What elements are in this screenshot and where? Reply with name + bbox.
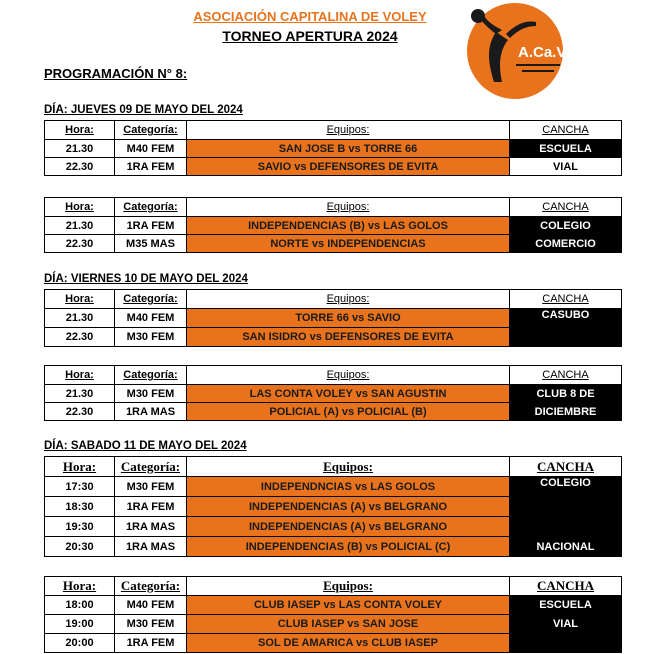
- header-equipos: Equipos:: [187, 290, 510, 309]
- header-cancha: CANCHA: [510, 290, 622, 309]
- hora-cell: 22.30: [45, 235, 115, 253]
- categoria-cell: M40 FEM: [115, 140, 187, 158]
- cancha-cell: CASUBO: [510, 309, 622, 347]
- table-row: [45, 537, 622, 557]
- header-hora: Hora:: [45, 577, 115, 596]
- cancha-cell: DICIEMBRE: [510, 403, 622, 421]
- teams-cell: NORTE vs INDEPENDENCIAS: [187, 235, 510, 253]
- hora-cell: 21.30: [45, 385, 115, 403]
- table-row: [45, 477, 622, 497]
- teams-cell: INDEPENDENCIAS (B) vs POLICIAL (C): [187, 537, 510, 557]
- table-row: [45, 634, 622, 653]
- hora-cell: 21.30: [45, 309, 115, 328]
- categoria-cell: 1RA FEM: [115, 634, 187, 653]
- schedule-table: [44, 289, 622, 347]
- programacion-heading: PROGRAMACIÓN N° 8:: [44, 66, 188, 81]
- categoria-cell: 1RA FEM: [115, 497, 187, 517]
- teams-cell: TORRE 66 vs SAVIO: [187, 309, 510, 328]
- teams-cell: LAS CONTA VOLEY vs SAN AGUSTIN: [187, 385, 510, 403]
- categoria-cell: M30 FEM: [115, 385, 187, 403]
- hora-cell: 22.30: [45, 403, 115, 421]
- header-cancha: CANCHA: [510, 121, 622, 140]
- header-equipos: Equipos:: [187, 366, 510, 385]
- hora-cell: 21.30: [45, 140, 115, 158]
- cancha-cell: COLEGIO: [510, 477, 622, 537]
- header-categoria: Categoría:: [115, 577, 187, 596]
- schedule-table: [44, 365, 622, 421]
- table-row: [45, 309, 622, 328]
- teams-cell: POLICIAL (A) vs POLICIAL (B): [187, 403, 510, 421]
- cancha-cell: CLUB 8 DE: [510, 385, 622, 403]
- cancha-cell: [510, 634, 622, 653]
- table-row: [45, 140, 622, 158]
- header-categoria: Categoría:: [115, 121, 187, 140]
- header-cancha: CANCHA: [510, 457, 622, 477]
- header-hora: Hora:: [45, 121, 115, 140]
- categoria-cell: M30 FEM: [115, 615, 187, 634]
- categoria-cell: 1RA MAS: [115, 537, 187, 557]
- header-equipos: Equipos:: [187, 577, 510, 596]
- header-hora: Hora:: [45, 290, 115, 309]
- header-cancha: CANCHA: [510, 198, 622, 217]
- day-label: DÍA: JUEVES 09 DE MAYO DEL 2024: [44, 104, 243, 116]
- hora-cell: 18:00: [45, 596, 115, 615]
- tournament-title: TORNEO APERTURA 2024: [222, 28, 398, 44]
- hora-cell: 19:30: [45, 517, 115, 537]
- hora-cell: 19:00: [45, 615, 115, 634]
- cancha-cell: NACIONAL: [510, 537, 622, 557]
- header-hora: Hora:: [45, 198, 115, 217]
- cancha-cell: COMERCIO: [510, 235, 622, 253]
- teams-cell: SAVIO vs DEFENSORES DE EVITA: [187, 158, 510, 176]
- teams-cell: INDEPENDENCIAS (A) vs BELGRANO: [187, 517, 510, 537]
- header-cancha: CANCHA: [510, 577, 622, 596]
- cancha-cell: VIAL: [510, 615, 622, 634]
- header-categoria: Categoría:: [115, 290, 187, 309]
- header-equipos: Equipos:: [187, 457, 510, 477]
- day-label: DÍA: SABADO 11 DE MAYO DEL 2024: [44, 440, 247, 452]
- header-hora: Hora:: [45, 366, 115, 385]
- categoria-cell: M40 FEM: [115, 596, 187, 615]
- schedule-table: [44, 456, 622, 557]
- hora-cell: 22.30: [45, 328, 115, 347]
- categoria-cell: M35 MAS: [115, 235, 187, 253]
- teams-cell: CLUB IASEP vs SAN JOSE: [187, 615, 510, 634]
- cancha-cell: ESCUELA: [510, 596, 622, 615]
- header-categoria: Categoría:: [115, 198, 187, 217]
- logo-text: A.Ca.V.: [518, 44, 570, 61]
- teams-cell: INDEPENDENCIAS (B) vs LAS GOLOS: [187, 217, 510, 235]
- schedule-table: [44, 576, 622, 653]
- org-title: ASOCIACIÓN CAPITALINA DE VOLEY: [193, 9, 427, 24]
- table-row: [45, 158, 622, 176]
- cancha-cell: COLEGIO: [510, 217, 622, 235]
- table-row: [45, 403, 622, 421]
- teams-cell: SOL DE AMARICA vs CLUB IASEP: [187, 634, 510, 653]
- header-categoria: Categoría:: [115, 366, 187, 385]
- hora-cell: 17:30: [45, 477, 115, 497]
- table-row: [45, 615, 622, 634]
- hora-cell: 18:30: [45, 497, 115, 517]
- cancha-cell: ESCUELA: [510, 140, 622, 158]
- categoria-cell: 1RA MAS: [115, 403, 187, 421]
- teams-cell: SAN ISIDRO vs DEFENSORES DE EVITA: [187, 328, 510, 347]
- header-equipos: Equipos:: [187, 198, 510, 217]
- hora-cell: 20:30: [45, 537, 115, 557]
- categoria-cell: 1RA FEM: [115, 217, 187, 235]
- hora-cell: 20:00: [45, 634, 115, 653]
- teams-cell: INDEPENDENCIAS (A) vs BELGRANO: [187, 497, 510, 517]
- table-row: [45, 217, 622, 235]
- teams-cell: INDEPENDNCIAS vs LAS GOLOS: [187, 477, 510, 497]
- header-hora: Hora:: [45, 457, 115, 477]
- schedule-table: [44, 197, 622, 253]
- schedule-table: [44, 120, 622, 176]
- categoria-cell: 1RA MAS: [115, 517, 187, 537]
- acav-logo: [456, 2, 574, 100]
- hora-cell: 21.30: [45, 217, 115, 235]
- header-cancha: CANCHA: [510, 366, 622, 385]
- categoria-cell: M30 FEM: [115, 477, 187, 497]
- teams-cell: SAN JOSE B vs TORRE 66: [187, 140, 510, 158]
- table-row: [45, 235, 622, 253]
- cancha-cell: VIAL: [510, 158, 622, 176]
- categoria-cell: M40 FEM: [115, 309, 187, 328]
- header-categoria: Categoría:: [115, 457, 187, 477]
- categoria-cell: 1RA FEM: [115, 158, 187, 176]
- categoria-cell: M30 FEM: [115, 328, 187, 347]
- table-row: [45, 385, 622, 403]
- day-label: DÍA: VIERNES 10 DE MAYO DEL 2024: [44, 273, 248, 285]
- table-row: [45, 596, 622, 615]
- hora-cell: 22.30: [45, 158, 115, 176]
- teams-cell: CLUB IASEP vs LAS CONTA VOLEY: [187, 596, 510, 615]
- header-equipos: Equipos:: [187, 121, 510, 140]
